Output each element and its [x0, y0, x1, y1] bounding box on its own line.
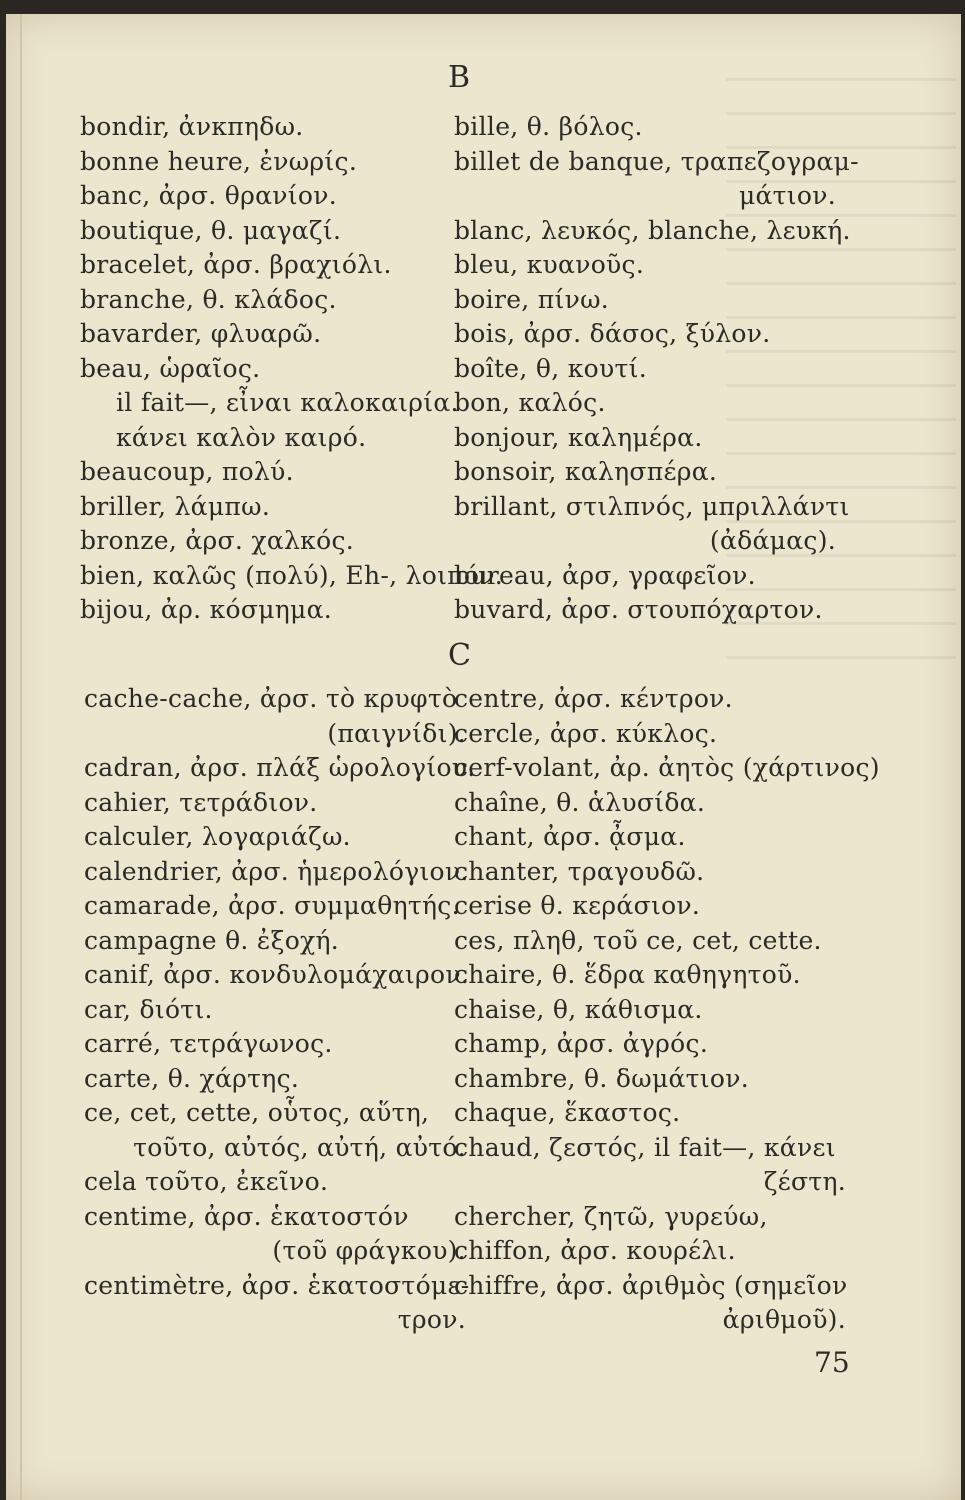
- dictionary-entry: car, διότι.: [84, 994, 213, 1024]
- dictionary-entry: boîte, θ, κουτί.: [454, 353, 647, 383]
- dictionary-entry: carré, τετράγωνος.: [84, 1029, 333, 1058]
- dictionary-entry: boire, πίνω.: [454, 284, 610, 314]
- dictionary-entry: cadran, ἀρσ. πλάξ ὡρολογίου.: [84, 753, 476, 782]
- dictionary-entry: chambre, θ. δωμάτιον.: [454, 1063, 749, 1093]
- dictionary-entry: chaud, ζεστός, il fait—, κάνει: [454, 1132, 836, 1162]
- dictionary-entry: bijou, ἀρ. κόσμημα.: [80, 595, 333, 624]
- dictionary-entry: chiffre, ἀρσ. ἀριθμὸς (σημεῖον: [454, 1270, 848, 1300]
- dictionary-entry-continuation: τοῦτο, αὐτός, αὐτή, αὐτό.: [133, 1132, 466, 1162]
- dictionary-entry: beau, ὡραῖος.: [80, 353, 261, 383]
- dictionary-entry: chaîne, θ. ἁλυσίδα.: [454, 787, 706, 817]
- dictionary-entry: campagne θ. ἐξοχή.: [84, 925, 340, 955]
- section-b-right-column: [454, 110, 859, 628]
- dictionary-entry: beaucoup, πολύ.: [80, 457, 294, 486]
- dictionary-entry: centimètre, ἀρσ. ἑκατοστόμε-: [84, 1270, 470, 1300]
- dictionary-entry: cercle, ἀρσ. κύκλος.: [454, 718, 718, 748]
- dictionary-entry-continuation: ἀριθμοῦ).: [722, 1305, 846, 1334]
- dictionary-entry-continuation: τρον.: [397, 1305, 466, 1334]
- dictionary-entry: canif, ἀρσ. κονδυλομάχαιρον.: [84, 960, 470, 989]
- dictionary-entry: banc, ἀρσ. θρανίον.: [80, 181, 337, 210]
- dictionary-entry: centime, ἀρσ. ἑκατοστόν: [84, 1201, 409, 1231]
- dictionary-entry: chercher, ζητῶ, γυρεύω,: [454, 1201, 768, 1231]
- dictionary-entry: chaise, θ, κάθισμα.: [454, 994, 703, 1024]
- dictionary-entry: cahier, τετράδιον.: [84, 787, 318, 817]
- dictionary-entry: bonsoir, καλησπέρα.: [454, 457, 718, 486]
- dictionary-entry: cache-cache, ἀρσ. τὸ κρυφτὸ: [84, 684, 458, 713]
- dictionary-entry: briller, λάμπω.: [80, 491, 271, 521]
- dictionary-entry: boutique, θ. μαγαζί.: [80, 215, 342, 245]
- dictionary-entry: cerise θ. κεράσιον.: [454, 891, 701, 920]
- dictionary-entry: billet de banque, τραπεζογραμ-: [454, 146, 859, 176]
- dictionary-entry: chaque, ἕκαστος.: [454, 1098, 681, 1127]
- section-c-left-column: [84, 682, 474, 1338]
- dictionary-entry: bille, θ. βόλος.: [454, 112, 643, 141]
- dictionary-entry-continuation: (παιγνίδι).: [327, 718, 466, 748]
- dictionary-entry: ce, cet, cette, οὗτος, αὕτη,: [84, 1098, 430, 1127]
- dictionary-entry: brillant, στιλπνός, μπριλλάντι: [454, 491, 850, 521]
- dictionary-entry: centre, ἀρσ. κέντρον.: [454, 684, 733, 713]
- dictionary-entry: ces, πληθ, τοῦ ce, cet, cette.: [454, 925, 822, 955]
- dictionary-entry: bonne heure, ἐνωρίς.: [80, 146, 358, 176]
- dictionary-entry: buvard, ἀρσ. στουπόχαρτον.: [454, 595, 823, 624]
- dictionary-subentry: il fait—, εἶναι καλοκαιρία.: [116, 388, 459, 417]
- dictionary-entry: chaire, θ. ἕδρα καθηγητοῦ.: [454, 960, 801, 989]
- dictionary-subentry: κάνει καλὸν καιρό.: [116, 422, 367, 452]
- dictionary-entry-continuation: (τοῦ φράγκου).: [272, 1236, 466, 1265]
- dictionary-entry: bracelet, ἀρσ. βραχιόλι.: [80, 250, 392, 279]
- dictionary-entry-continuation: μάτιον.: [738, 181, 836, 210]
- section-c-right-column: [454, 682, 880, 1338]
- page-number: 75: [814, 1346, 850, 1379]
- dictionary-entry: blanc, λευκός, blanche, λευκή.: [454, 215, 851, 245]
- dictionary-entry: chant, ἀρσ. ᾆσμα.: [454, 822, 686, 851]
- dictionary-entry: calculer, λογαριάζω.: [84, 822, 351, 851]
- dictionary-entry: branche, θ. κλάδος.: [80, 284, 337, 314]
- dictionary-entry: chiffon, ἀρσ. κουρέλι.: [454, 1236, 736, 1265]
- dictionary-entry: bondir, ἀνκπηδω.: [80, 112, 304, 141]
- dictionary-entry: chanter, τραγουδῶ.: [454, 856, 705, 886]
- dictionary-entry: bien, καλῶς (πολύ), Eh-, λοιπόν.: [80, 560, 504, 590]
- dictionary-entry: bureau, ἀρσ, γραφεῖον.: [454, 560, 756, 590]
- section-letter-c: C: [448, 638, 471, 673]
- dictionary-entry: carte, θ. χάρτης.: [84, 1063, 300, 1093]
- dictionary-entry: bon, καλός.: [454, 388, 606, 417]
- dictionary-entry-continuation: (ἀδάμας).: [709, 526, 836, 555]
- dictionary-entry: cerf-volant, ἀρ. ἀητὸς (χάρτινος): [454, 753, 880, 782]
- dictionary-entry: camarade, ἀρσ. συμμαθητής.: [84, 891, 460, 920]
- dictionary-entry: bois, ἀρσ. δάσος, ξύλον.: [454, 319, 771, 348]
- dictionary-entry: bonjour, καλημέρα.: [454, 422, 703, 452]
- dictionary-entry: champ, ἀρσ. ἀγρός.: [454, 1029, 709, 1058]
- page-edge-rule: [20, 14, 22, 1500]
- dictionary-entry: bleu, κυανοῦς.: [454, 250, 645, 279]
- dictionary-entry: bronze, ἀρσ. χαλκός.: [80, 526, 355, 555]
- section-b-left-column: [80, 110, 504, 628]
- dictionary-entry: calendrier, ἀρσ. ἡμερολόγιον.: [84, 856, 469, 886]
- dictionary-entry-continuation: ζέστη.: [763, 1167, 846, 1196]
- dictionary-page: [6, 14, 961, 1500]
- section-letter-b: B: [448, 60, 471, 95]
- dictionary-entry: bavarder, φλυαρῶ.: [80, 319, 322, 348]
- dictionary-entry: cela τοῦτο, ἐκεῖνο.: [84, 1167, 329, 1196]
